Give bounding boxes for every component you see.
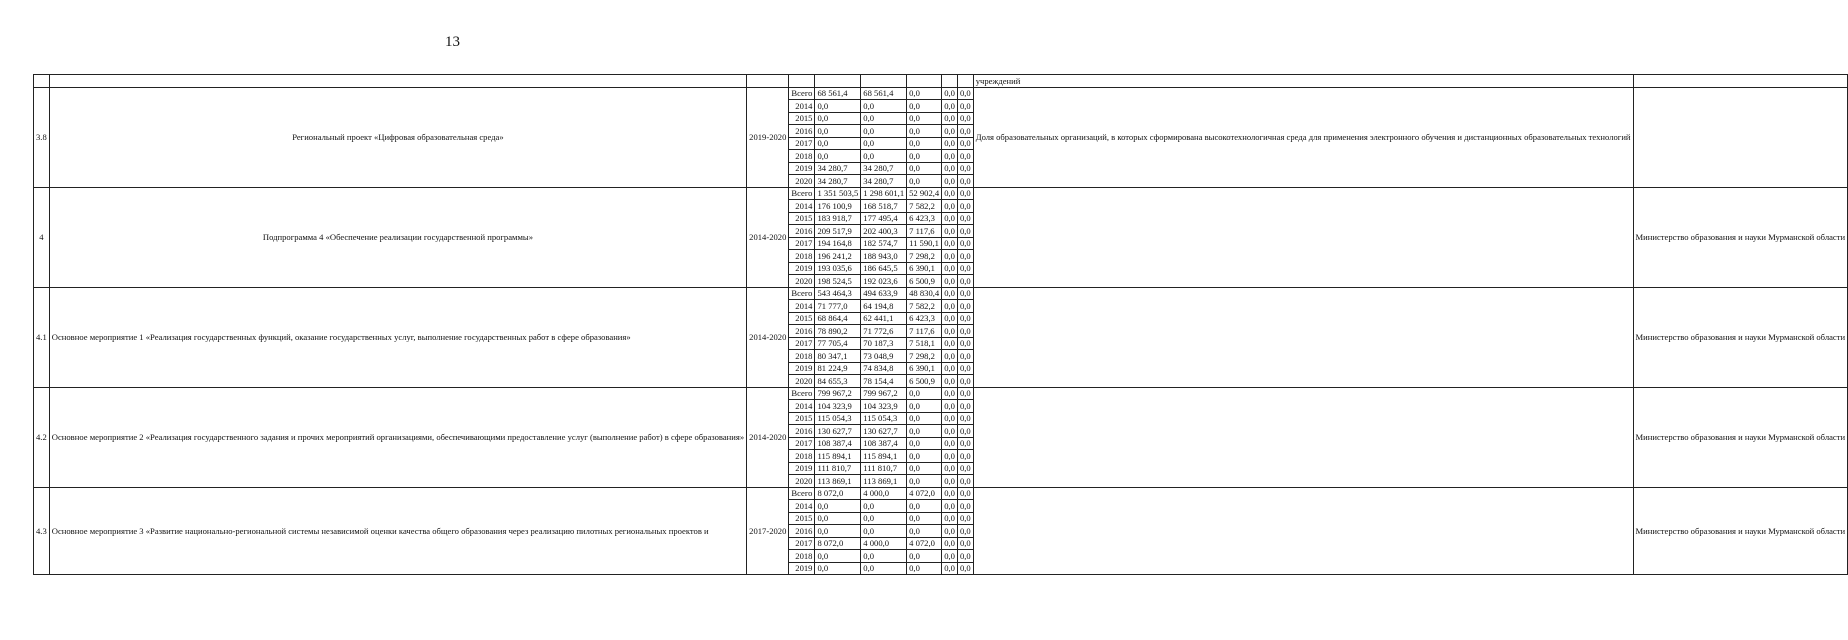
value-regional: 4 000,0 [861,487,907,500]
value-federal: 0,0 [907,125,942,138]
row-year: 2015 [789,112,815,125]
value-other: 0,0 [957,425,973,438]
value-local: 0,0 [942,400,958,413]
row-year: 2020 [789,475,815,488]
value-local: 0,0 [942,375,958,388]
value-regional: 177 495,4 [861,212,907,225]
value-other: 0,0 [957,562,973,575]
value-federal: 6 500,9 [907,275,942,288]
value-regional: 34 280,7 [861,175,907,188]
row-year: 2018 [789,550,815,563]
value-other: 0,0 [957,412,973,425]
value-local: 0,0 [942,125,958,138]
value-other: 0,0 [957,325,973,338]
row-year: 2018 [789,450,815,463]
item-executor: Министерство образования и науки Мурманской области [1633,287,1848,387]
value-federal: 0,0 [907,100,942,113]
row-year: 2017 [789,237,815,250]
value-other: 0,0 [957,537,973,550]
item-number: 3.8 [34,87,50,187]
value-local: 0,0 [942,287,958,300]
item-executor: Министерство образования и науки Мурманской области [1633,487,1848,575]
value-regional: 0,0 [861,112,907,125]
value-total: 68 864,4 [815,312,861,325]
value-regional: 70 187,3 [861,337,907,350]
value-total: 34 280,7 [815,162,861,175]
row-year: 2017 [789,337,815,350]
table-row [34,87,1848,100]
value-local: 0,0 [942,225,958,238]
value-other: 0,0 [957,550,973,563]
value-total: 113 869,1 [815,475,861,488]
cell-empty [1633,75,1848,88]
value-total: 176 100,9 [815,200,861,213]
value-total: 34 280,7 [815,175,861,188]
value-regional: 104 323,9 [861,400,907,413]
value-total: 799 967,2 [815,387,861,400]
item-indicator [973,387,1633,487]
value-regional: 186 645,5 [861,262,907,275]
cell-empty [942,75,958,88]
value-total: 0,0 [815,125,861,138]
value-federal: 4 072,0 [907,487,942,500]
row-year: 2019 [789,162,815,175]
value-local: 0,0 [942,412,958,425]
cell-empty [907,75,942,88]
value-regional: 111 810,7 [861,462,907,475]
value-local: 0,0 [942,437,958,450]
value-regional: 182 574,7 [861,237,907,250]
row-year: 2019 [789,362,815,375]
value-local: 0,0 [942,175,958,188]
value-federal: 0,0 [907,550,942,563]
table-row [34,187,1848,200]
value-federal: 0,0 [907,400,942,413]
value-regional: 0,0 [861,525,907,538]
value-federal: 0,0 [907,475,942,488]
value-total: 0,0 [815,512,861,525]
value-other: 0,0 [957,162,973,175]
value-regional: 4 000,0 [861,537,907,550]
value-federal: 0,0 [907,450,942,463]
row-year: 2015 [789,312,815,325]
value-local: 0,0 [942,475,958,488]
value-other: 0,0 [957,487,973,500]
value-total: 194 164,8 [815,237,861,250]
value-local: 0,0 [942,387,958,400]
value-federal: 0,0 [907,162,942,175]
value-regional: 0,0 [861,562,907,575]
value-local: 0,0 [942,525,958,538]
value-regional: 113 869,1 [861,475,907,488]
cell-empty [34,75,50,88]
row-year: 2019 [789,262,815,275]
row-year: 2019 [789,462,815,475]
value-local: 0,0 [942,200,958,213]
value-total: 0,0 [815,550,861,563]
row-year: 2015 [789,212,815,225]
value-other: 0,0 [957,300,973,313]
value-federal: 0,0 [907,387,942,400]
value-other: 0,0 [957,312,973,325]
row-year: 2016 [789,425,815,438]
value-local: 0,0 [942,275,958,288]
value-total: 68 561,4 [815,87,861,100]
value-other: 0,0 [957,200,973,213]
value-regional: 115 894,1 [861,450,907,463]
page-number: 13 [445,34,460,50]
value-local: 0,0 [942,537,958,550]
value-local: 0,0 [942,162,958,175]
value-regional: 64 194,8 [861,300,907,313]
item-executor: Министерство образования и науки Мурманской области [1633,387,1848,487]
value-local: 0,0 [942,500,958,513]
value-local: 0,0 [942,262,958,275]
item-period: 2017-2020 [747,487,789,575]
table-row [34,387,1848,400]
value-regional: 73 048,9 [861,350,907,363]
value-total: 543 464,3 [815,287,861,300]
value-total: 8 072,0 [815,487,861,500]
value-other: 0,0 [957,475,973,488]
value-federal: 0,0 [907,412,942,425]
value-total: 104 323,9 [815,400,861,413]
value-total: 115 894,1 [815,450,861,463]
value-local: 0,0 [942,212,958,225]
row-year: 2020 [789,375,815,388]
value-total: 0,0 [815,112,861,125]
value-total: 196 241,2 [815,250,861,263]
value-other: 0,0 [957,525,973,538]
value-other: 0,0 [957,275,973,288]
value-other: 0,0 [957,150,973,163]
row-year: 2014 [789,100,815,113]
value-regional: 0,0 [861,512,907,525]
value-federal: 0,0 [907,512,942,525]
row-year: 2020 [789,275,815,288]
value-total: 209 517,9 [815,225,861,238]
item-indicator [973,187,1633,287]
row-year: 2014 [789,300,815,313]
item-name: Основное мероприятие 1 «Реализация государственных функций, оказание государственных услуг, выполнение государственных работ в сфере образования» [49,287,746,387]
row-year: Всего [789,387,815,400]
row-year: 2018 [789,150,815,163]
value-regional: 202 400,3 [861,225,907,238]
row-year: 2019 [789,562,815,575]
row-year: Всего [789,87,815,100]
item-name: Основное мероприятие 2 «Реализация государственного задания и прочих мероприятий организациями, обеспечивающими предоставление услуг (выполнение работ) в сфере образования» [49,387,746,487]
table-body [34,75,1848,575]
value-federal: 7 518,1 [907,337,942,350]
value-federal: 7 117,6 [907,325,942,338]
cell-empty [815,75,861,88]
value-local: 0,0 [942,187,958,200]
item-executor [1633,87,1848,187]
value-local: 0,0 [942,562,958,575]
cell-empty [49,75,746,88]
item-period: 2014-2020 [747,387,789,487]
value-other: 0,0 [957,350,973,363]
value-other: 0,0 [957,375,973,388]
value-other: 0,0 [957,175,973,188]
value-other: 0,0 [957,337,973,350]
value-other: 0,0 [957,262,973,275]
value-federal: 0,0 [907,562,942,575]
value-regional: 71 772,6 [861,325,907,338]
item-period: 2014-2020 [747,187,789,287]
value-other: 0,0 [957,212,973,225]
cell-empty [957,75,973,88]
cell-empty [747,75,789,88]
value-total: 108 387,4 [815,437,861,450]
value-total: 80 347,1 [815,350,861,363]
value-local: 0,0 [942,450,958,463]
value-federal: 0,0 [907,137,942,150]
value-local: 0,0 [942,312,958,325]
value-federal: 7 298,2 [907,250,942,263]
cell-empty [861,75,907,88]
value-total: 8 072,0 [815,537,861,550]
row-year: 2016 [789,325,815,338]
value-federal: 6 390,1 [907,262,942,275]
value-total: 71 777,0 [815,300,861,313]
value-regional: 0,0 [861,150,907,163]
value-other: 0,0 [957,400,973,413]
item-number: 4.1 [34,287,50,387]
value-other: 0,0 [957,250,973,263]
value-total: 130 627,7 [815,425,861,438]
value-regional: 115 054,3 [861,412,907,425]
value-federal: 0,0 [907,112,942,125]
value-total: 0,0 [815,562,861,575]
row-year: 2016 [789,225,815,238]
value-regional: 62 441,1 [861,312,907,325]
value-regional: 74 834,8 [861,362,907,375]
row-year: 2017 [789,537,815,550]
item-executor: Министерство образования и науки Мурманской области [1633,187,1848,287]
value-regional: 799 967,2 [861,387,907,400]
value-regional: 1 298 601,1 [861,187,907,200]
value-federal: 7 117,6 [907,225,942,238]
row-year: 2017 [789,437,815,450]
value-other: 0,0 [957,437,973,450]
value-regional: 108 387,4 [861,437,907,450]
table-row [34,287,1848,300]
value-federal: 0,0 [907,425,942,438]
value-local: 0,0 [942,350,958,363]
value-local: 0,0 [942,362,958,375]
value-total: 115 054,3 [815,412,861,425]
value-other: 0,0 [957,362,973,375]
value-local: 0,0 [942,100,958,113]
item-number: 4 [34,187,50,287]
value-total: 0,0 [815,525,861,538]
value-regional: 494 633,9 [861,287,907,300]
row-year: Всего [789,187,815,200]
row-year: Всего [789,287,815,300]
value-local: 0,0 [942,325,958,338]
value-federal: 6 423,3 [907,312,942,325]
value-other: 0,0 [957,125,973,138]
row-year: Всего [789,487,815,500]
row-year: 2016 [789,125,815,138]
value-regional: 68 561,4 [861,87,907,100]
item-name: Основное мероприятие 3 «Развитие национально-региональной системы независимой оценки качества общего образования через реализацию пилотных региональных проектов и [49,487,746,575]
value-local: 0,0 [942,425,958,438]
value-federal: 48 830,4 [907,287,942,300]
value-other: 0,0 [957,500,973,513]
value-total: 111 810,7 [815,462,861,475]
value-local: 0,0 [942,87,958,100]
item-period: 2019-2020 [747,87,789,187]
value-local: 0,0 [942,487,958,500]
value-total: 0,0 [815,500,861,513]
value-regional: 188 943,0 [861,250,907,263]
value-other: 0,0 [957,100,973,113]
value-federal: 7 582,2 [907,200,942,213]
value-other: 0,0 [957,237,973,250]
value-local: 0,0 [942,137,958,150]
value-federal: 11 590,1 [907,237,942,250]
item-number: 4.3 [34,487,50,575]
value-federal: 0,0 [907,175,942,188]
row-year: 2020 [789,175,815,188]
item-number: 4.2 [34,387,50,487]
item-indicator [973,487,1633,575]
item-name: Региональный проект «Цифровая образовательная среда» [49,87,746,187]
value-other: 0,0 [957,287,973,300]
value-local: 0,0 [942,112,958,125]
value-total: 183 918,7 [815,212,861,225]
cell-empty [789,75,815,88]
value-regional: 168 518,7 [861,200,907,213]
value-regional: 130 627,7 [861,425,907,438]
value-federal: 0,0 [907,150,942,163]
value-federal: 6 500,9 [907,375,942,388]
value-local: 0,0 [942,237,958,250]
value-total: 78 890,2 [815,325,861,338]
row-year: 2014 [789,500,815,513]
value-regional: 192 023,6 [861,275,907,288]
value-federal: 0,0 [907,500,942,513]
value-federal: 0,0 [907,87,942,100]
value-federal: 4 072,0 [907,537,942,550]
item-indicator [973,287,1633,387]
table-row [34,487,1848,500]
budget-table [33,74,1848,575]
value-other: 0,0 [957,450,973,463]
value-federal: 7 582,2 [907,300,942,313]
row-year: 2014 [789,200,815,213]
value-regional: 0,0 [861,100,907,113]
item-indicator: Доля образовательных организаций, в которых сформирована высокотехнологичная среда для применения электронного обучения и дистанционных образовательных технологий [973,87,1633,187]
value-local: 0,0 [942,512,958,525]
value-local: 0,0 [942,150,958,163]
value-total: 0,0 [815,100,861,113]
row-year: 2014 [789,400,815,413]
item-name: Подпрограмма 4 «Обеспечение реализации государственной программы» [49,187,746,287]
item-period: 2014-2020 [747,287,789,387]
value-federal: 0,0 [907,462,942,475]
row-year: 2015 [789,512,815,525]
value-local: 0,0 [942,250,958,263]
value-federal: 52 902,4 [907,187,942,200]
value-federal: 7 298,2 [907,350,942,363]
value-local: 0,0 [942,300,958,313]
value-regional: 0,0 [861,550,907,563]
row-year: 2018 [789,350,815,363]
value-other: 0,0 [957,137,973,150]
value-regional: 34 280,7 [861,162,907,175]
value-regional: 0,0 [861,500,907,513]
row-year: 2018 [789,250,815,263]
value-other: 0,0 [957,112,973,125]
value-total: 198 524,5 [815,275,861,288]
value-federal: 6 423,3 [907,212,942,225]
value-local: 0,0 [942,550,958,563]
value-total: 81 224,9 [815,362,861,375]
indicator-continuation: учреждений [973,75,1633,88]
value-other: 0,0 [957,512,973,525]
row-year: 2017 [789,137,815,150]
value-other: 0,0 [957,87,973,100]
value-total: 193 035,6 [815,262,861,275]
header-continuation-row [34,75,1848,88]
value-other: 0,0 [957,462,973,475]
value-federal: 6 390,1 [907,362,942,375]
value-total: 0,0 [815,137,861,150]
value-other: 0,0 [957,387,973,400]
value-local: 0,0 [942,462,958,475]
value-total: 84 655,3 [815,375,861,388]
value-other: 0,0 [957,225,973,238]
value-regional: 78 154,4 [861,375,907,388]
value-total: 0,0 [815,150,861,163]
value-other: 0,0 [957,187,973,200]
row-year: 2015 [789,412,815,425]
row-year: 2016 [789,525,815,538]
value-total: 77 705,4 [815,337,861,350]
value-federal: 0,0 [907,437,942,450]
value-federal: 0,0 [907,525,942,538]
value-total: 1 351 503,5 [815,187,861,200]
value-regional: 0,0 [861,125,907,138]
value-regional: 0,0 [861,137,907,150]
value-local: 0,0 [942,337,958,350]
